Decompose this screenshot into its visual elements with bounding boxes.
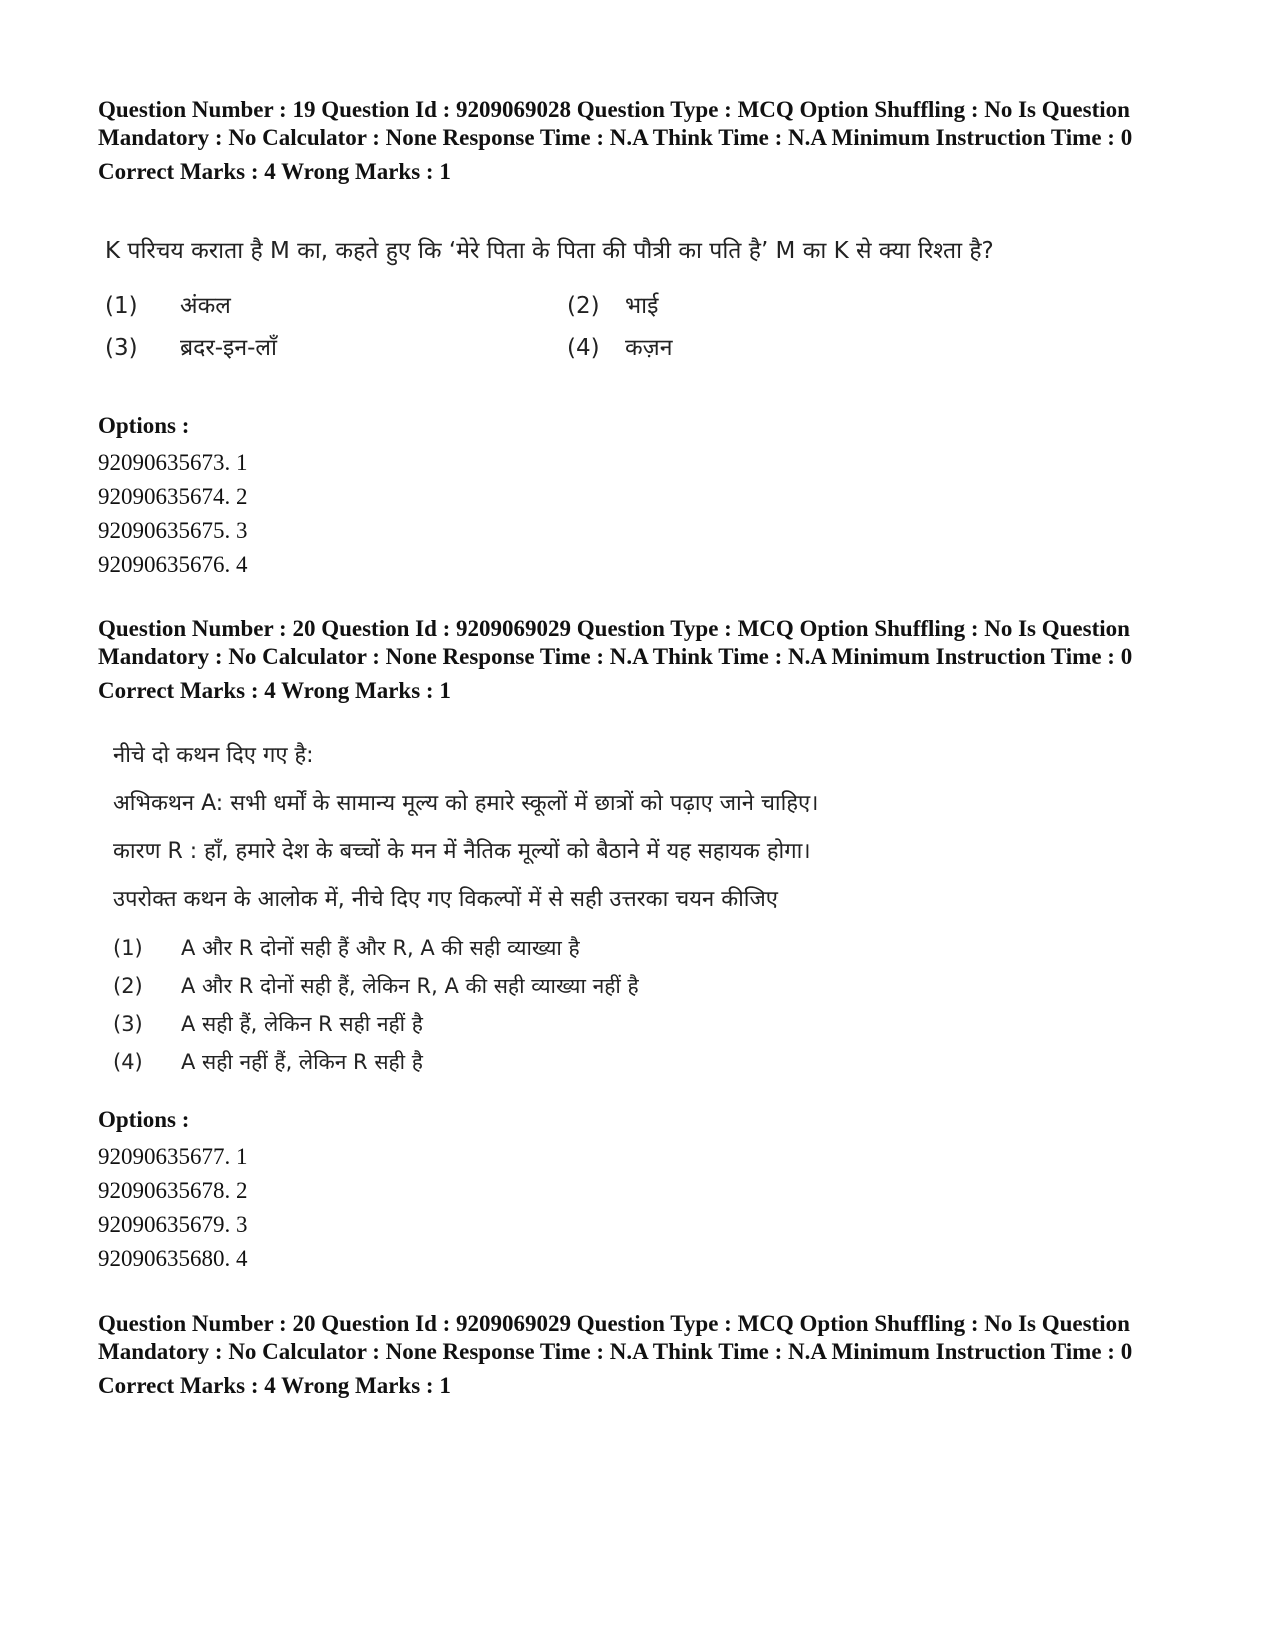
question-20-repeat-marks: Correct Marks : 4 Wrong Marks : 1	[98, 1373, 451, 1398]
question-19-block	[98, 96, 1198, 186]
question-20-text	[113, 742, 1113, 914]
question-19-options	[98, 412, 1198, 582]
choice-item	[567, 330, 673, 362]
choice-number: (2)	[567, 293, 600, 319]
choice-text: A और R दोनों सही हैं, लेकिन R, A की सही व्याख्या नहीं है	[181, 974, 639, 998]
question-19-choices	[105, 284, 1105, 374]
options-list	[98, 1140, 1198, 1276]
choice-number: (4)	[567, 335, 600, 361]
question-19-text: K परिचय कराता है M का, कहते हुए कि ‘मेरे पिता के पिता की पौत्री का पति है’ M का K से क्या रिश्ता है?	[105, 238, 994, 264]
option-item: 92090635673. 1	[98, 450, 248, 475]
question-20-intro: नीचे दो कथन दिए गए है:	[113, 743, 314, 768]
question-19-marks: Correct Marks : 4 Wrong Marks : 1	[98, 159, 451, 184]
question-20-instruction: उपरोक्त कथन के आलोक में, नीचे दिए गए विकल्पों में से सही उत्तरका चयन कीजिए	[113, 887, 778, 912]
choice-number: (4)	[113, 1050, 143, 1074]
choice-text: ब्रदर-इन-लॉं	[180, 335, 277, 361]
choice-item	[105, 288, 231, 320]
option-item: 92090635674. 2	[98, 484, 248, 509]
choice-item	[105, 330, 277, 362]
question-20-marks: Correct Marks : 4 Wrong Marks : 1	[98, 678, 451, 703]
options-list	[98, 446, 1198, 582]
options-title: Options :	[98, 413, 190, 438]
option-item: 92090635677. 1	[98, 1144, 248, 1169]
option-item: 92090635675. 3	[98, 518, 248, 543]
choice-item	[113, 934, 1113, 972]
option-item: 92090635676. 4	[98, 552, 248, 577]
question-19-header: Question Number : 19 Question Id : 9209069028 Question Type : MCQ Option Shuffling : No Is Question Mandatory : No Calculator : None Response Time : N.A Think Time : N.A Minimum Instruction Time : 0	[98, 97, 1133, 150]
choice-number: (3)	[105, 335, 138, 361]
option-item: 92090635678. 2	[98, 1178, 248, 1203]
choice-item	[113, 972, 1113, 1010]
choice-text: A और R दोनों सही हैं और R, A की सही व्याख्या है	[181, 936, 580, 960]
question-20-repeat-block	[98, 1310, 1198, 1400]
question-20-options	[98, 1106, 1198, 1276]
option-item: 92090635680. 4	[98, 1246, 248, 1271]
choice-number: (2)	[113, 974, 143, 998]
options-title: Options :	[98, 1107, 190, 1132]
question-20-reason: कारण R : हाँ, हमारे देश के बच्चों के मन में नैतिक मूल्यों को बैठाने में यह सहायक होगा।	[113, 839, 811, 864]
choice-number: (1)	[105, 293, 138, 319]
question-20-repeat-header: Question Number : 20 Question Id : 9209069029 Question Type : MCQ Option Shuffling : No Is Question Mandatory : No Calculator : None Response Time : N.A Think Time : N.A Minimum Instruction Time : 0	[98, 1311, 1133, 1364]
question-20-assertion: अभिकथन A: सभी धर्मों के सामान्य मूल्य को हमारे स्कूलों में छात्रों को पढ़ाए जाने चाहिए।	[113, 791, 819, 816]
question-20-block	[98, 615, 1198, 705]
choice-text: A सही नहीं हैं, लेकिन R सही है	[181, 1050, 423, 1074]
choice-item	[113, 1010, 1113, 1048]
choice-text: कज़न	[625, 335, 673, 361]
choice-text: भाई	[625, 293, 659, 319]
option-item: 92090635679. 3	[98, 1212, 248, 1237]
choice-item	[113, 1048, 1113, 1086]
choice-number: (1)	[113, 936, 143, 960]
choice-text: अंकल	[180, 293, 231, 319]
question-20-header: Question Number : 20 Question Id : 9209069029 Question Type : MCQ Option Shuffling : No Is Question Mandatory : No Calculator : None Response Time : N.A Think Time : N.A Minimum Instruction Time : 0	[98, 616, 1133, 669]
question-20-choices	[113, 934, 1113, 1086]
choice-text: A सही हैं, लेकिन R सही नहीं है	[181, 1012, 423, 1036]
choice-number: (3)	[113, 1012, 143, 1036]
choice-item	[567, 288, 658, 320]
